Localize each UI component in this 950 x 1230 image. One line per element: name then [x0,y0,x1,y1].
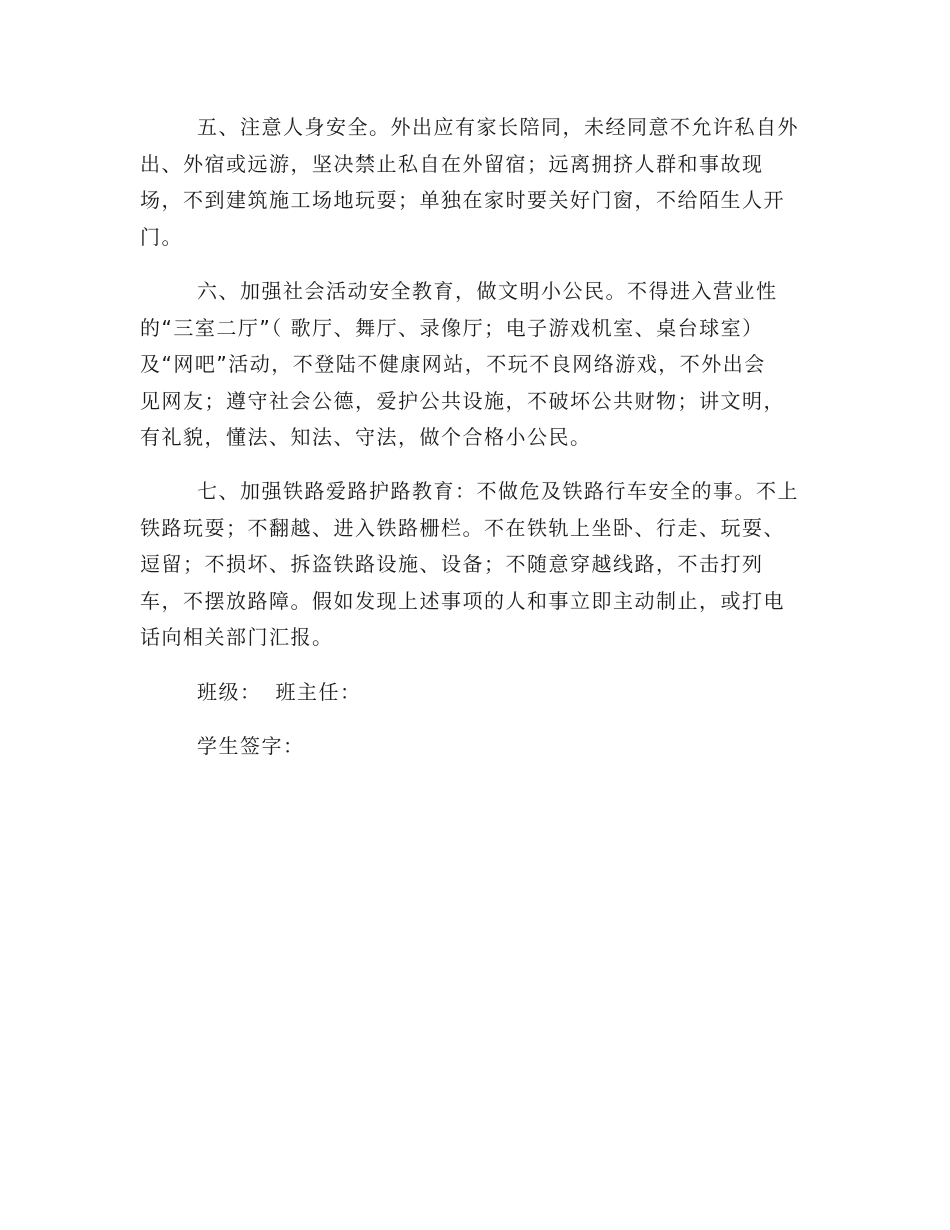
section-six-line: 六、加强社会活动安全教育，做文明小公民。不得进入营业性 [197,279,778,303]
section-seven-line: 车，不摆放路障。假如发现上述事项的人和事立即主动制止，或打电 [140,588,785,613]
section-six-line: 的“三室二厅”（ 歌厅、舞厅、录像厅；电子游戏机室、桌台球室） [140,315,764,340]
section-seven-paragraph [140,473,820,656]
section-seven-line: 铁路玩耍；不翻越、进入铁路栅栏。不在铁轨上坐卧、行走、玩耍、 [140,515,785,540]
class-label: 班级： [197,680,262,704]
section-seven-line: 逗留；不损坏、拆盗铁路设施、设备；不随意穿越线路，不击打列 [140,552,764,576]
section-six-line: 及“网吧”活动，不登陆不健康网站，不玩不良网络游戏，不外出会 [140,352,766,376]
section-six-line: 见网友；遵守社会公德，爱护公共设施，不破坏公共财物；讲文明， [140,388,785,413]
section-seven-line: 七、加强铁路爱路护路教育：不做危及铁路行车安全的事。不上 [197,479,799,503]
student-signature-line [197,728,305,764]
section-five-line: 五、注意人身安全。外出应有家长陪同，未经同意不允许私自外 [197,115,799,139]
section-seven-line: 话向相关部门汇报。 [140,625,334,649]
teacher-label: 班主任： [275,680,362,704]
section-five-line: 场，不到建筑施工场地玩耍；单独在家时要关好门窗，不给陌生人开 [140,188,785,212]
section-five-paragraph [140,109,820,255]
student-signature-label: 学生签字： [197,734,305,758]
section-six-line: 有礼貌，懂法、知法、守法，做个合格小公民。 [140,425,592,449]
class-teacher-line [197,674,362,710]
section-five-line: 出、外宿或远游，坚决禁止私自在外留宿；远离拥挤人群和事故现 [140,151,764,176]
section-five-line: 门。 [140,224,183,249]
section-six-paragraph [140,273,820,456]
